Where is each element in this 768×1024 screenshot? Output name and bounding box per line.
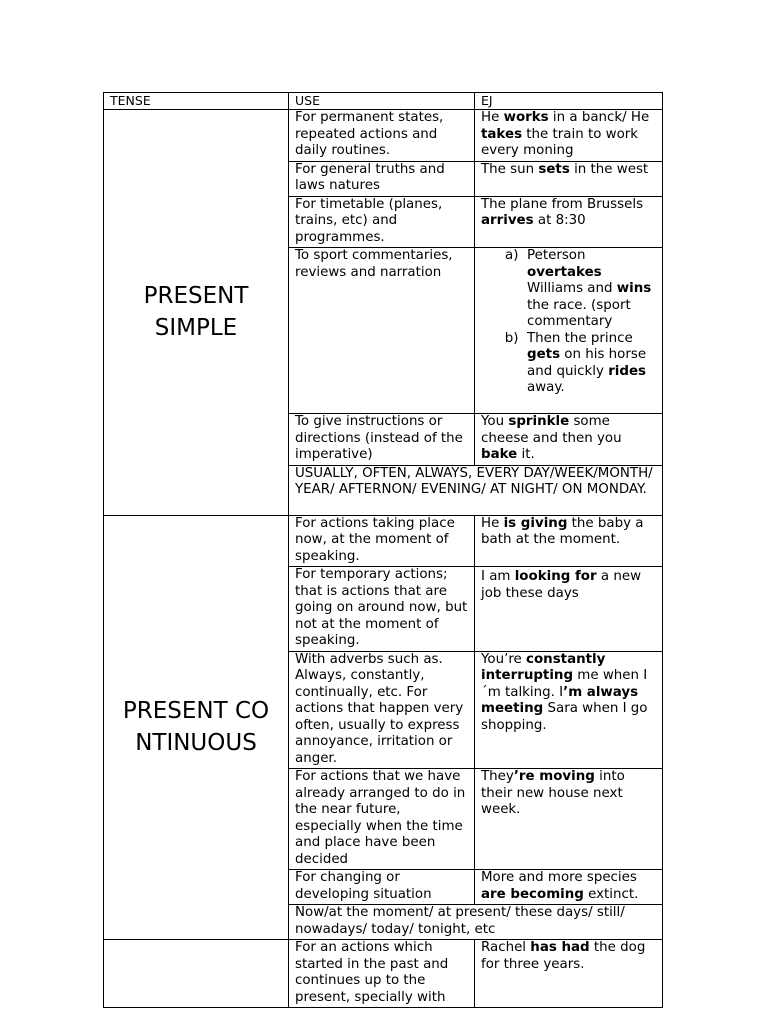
use-cell: For an actions which started in the past and continues up to the present, specially with [289, 940, 475, 1008]
example-text: Then the prince [527, 330, 633, 346]
list-item [527, 331, 657, 397]
use-cell: For timetable (planes, trains, etc) and programmes. [289, 196, 475, 248]
tense-present-continuous [104, 515, 289, 940]
use-cell: For permanent states, repeated actions and daily routines. [289, 110, 475, 162]
table-row [104, 110, 663, 162]
highlighted-verb: constantly interrupting [481, 651, 606, 683]
example-text: the dog for three years. [481, 940, 646, 972]
example-text: They [481, 769, 514, 784]
time-expressions: Now/at the moment/ at present/ these days/ still/ nowadays/ today/ tonight, etc [289, 905, 663, 940]
header-use: USE [289, 93, 475, 110]
highlighted-verb: are becoming [481, 886, 584, 902]
use-cell: To sport commentaries, reviews and narration [289, 248, 475, 414]
example-text: Peterson [527, 248, 586, 263]
example-text: I am [481, 569, 515, 584]
example-cell [475, 196, 663, 248]
highlighted-verb: ’re moving [513, 769, 595, 784]
header-tense: TENSE [104, 93, 289, 110]
example-text: The sun [481, 161, 539, 177]
example-text: the baby a bath at the moment. [481, 515, 644, 547]
tense-title: PRESENT SIMPLE [143, 283, 249, 342]
example-text: You’re [481, 651, 527, 667]
tense-table [103, 92, 663, 1008]
example-text: You [481, 414, 509, 429]
example-text: He [481, 515, 504, 531]
example-text: Sara when I go shopping. [481, 701, 648, 733]
highlighted-verb: rides [608, 363, 647, 379]
example-cell [475, 248, 663, 414]
use-cell: For changing or developing situation [289, 870, 475, 905]
highlighted-verb: bake [481, 447, 518, 462]
table-row [104, 940, 663, 1008]
example-list [475, 248, 657, 397]
example-text: the train to work every moning [481, 126, 639, 158]
use-cell: With adverbs such as. Always, constantly, continually, etc. For actions that happen very often, usually to express annoyance, irritation or anger. [289, 651, 475, 769]
use-cell: To give instructions or directions (instead of the imperative) [289, 414, 475, 466]
example-text: He [481, 110, 504, 125]
example-text: the race. (sport commentary [527, 297, 631, 329]
example-text: into their new house next week. [481, 769, 625, 817]
example-cell [475, 414, 663, 466]
example-cell [475, 769, 663, 870]
highlighted-verb: takes [481, 126, 523, 142]
tense-title: PRESENT CONTINUOUS [122, 698, 270, 757]
header-example: EJ [475, 93, 663, 110]
example-cell [475, 940, 663, 1008]
example-text: Williams and [527, 281, 617, 296]
example-cell [475, 567, 663, 652]
tense-present-perfect [104, 940, 289, 1008]
highlighted-verb: looking for [514, 569, 597, 584]
highlighted-verb: sprinkle [508, 414, 570, 429]
example-text: in the west [569, 161, 649, 177]
highlighted-verb: sets [538, 161, 570, 177]
list-item [527, 248, 657, 331]
example-text: me when I´m talking. I [481, 668, 648, 700]
example-cell [475, 161, 663, 196]
time-expressions: USUALLY, OFTEN, ALWAYS, EVERY DAY/WEEK/MONTH/ YEAR/ AFTERNON/ EVENING/ AT NIGHT/ ON MONDAY. [289, 465, 663, 515]
example-cell [475, 651, 663, 769]
highlighted-verb: overtakes [527, 264, 602, 280]
use-cell: For temporary actions; that is actions that are going on around now, but not at the moment of speaking. [289, 567, 475, 652]
example-text: on his horse and quickly [527, 347, 647, 379]
highlighted-verb: gets [527, 347, 561, 362]
example-text: some cheese and then you [481, 414, 622, 446]
example-text: extinct. [583, 886, 639, 902]
use-cell: For actions that we have already arranged to do in the near future, especially when the time and place have been decided [289, 769, 475, 870]
highlighted-verb: has had [530, 940, 590, 955]
example-cell [475, 870, 663, 905]
example-text: it. [517, 447, 535, 462]
example-text: at 8:30 [533, 213, 586, 228]
use-cell: For actions taking place now, at the moment of speaking. [289, 515, 475, 567]
highlighted-verb: is giving [503, 515, 568, 531]
example-text: a new job these days [481, 569, 642, 601]
example-text: Rachel [481, 940, 531, 955]
example-text: The plane from Brussels [481, 196, 644, 212]
highlighted-verb: arrives [481, 213, 534, 228]
example-text: in a banck/ He [548, 110, 650, 125]
table-row [104, 515, 663, 567]
use-cell: For general truths and laws natures [289, 161, 475, 196]
table-header-row [104, 93, 663, 110]
example-text: More and more species [481, 870, 637, 885]
highlighted-verb: ’m always meeting [481, 684, 639, 716]
example-cell [475, 110, 663, 162]
highlighted-verb: works [503, 110, 549, 125]
highlighted-verb: wins [616, 281, 652, 296]
example-text: away. [527, 380, 565, 395]
example-cell [475, 515, 663, 567]
tense-present-simple [104, 110, 289, 516]
